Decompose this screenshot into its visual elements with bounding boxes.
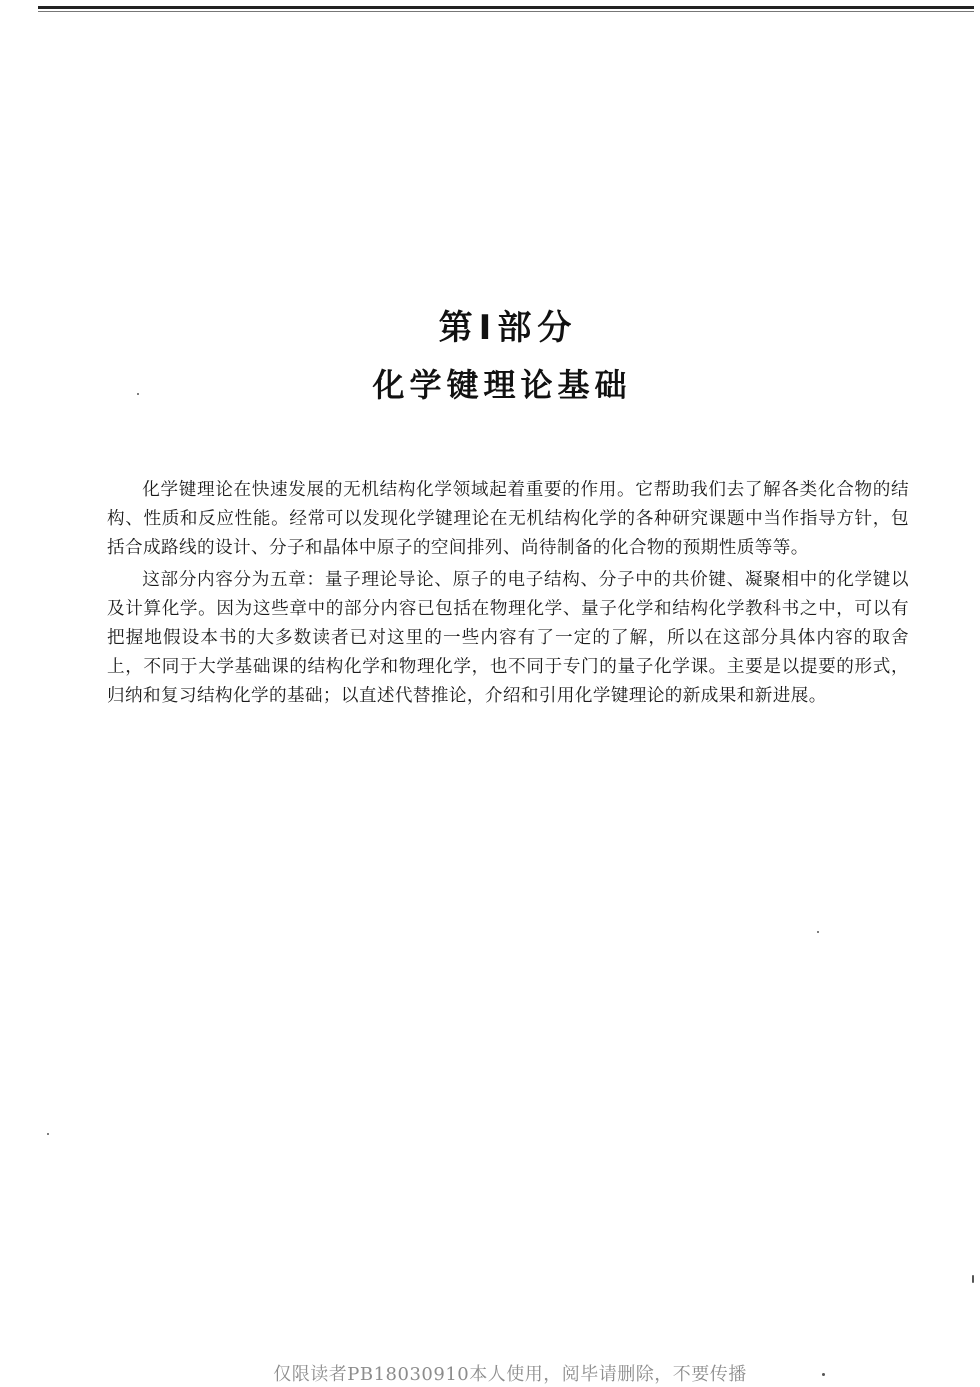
top-border-rule-thin (38, 11, 974, 12)
body-text (107, 476, 909, 714)
part-title: 化学键理论基础 (372, 366, 632, 404)
top-border-rule (38, 6, 974, 9)
part-label: 第Ⅰ部分 (438, 308, 578, 348)
paragraph-2: 这部分内容分为五章：量子理论导论、原子的电子结构、分子中的共价键、凝聚相中的化学键以及计算化学。因为这些章中的部分内容已包括在物理化学、量子化学和结构化学教科书之中，可以有把握地假设本书的大多数读者已对这里的一些内容有了一定的了解，所以在这部分具体内容的取舍上，不同于大学基础课的结构化学和物理化学，也不同于专门的量子化学课。主要是以提要的形式，归纳和复习结构化学的基础；以直述代替推论，介绍和引用化学键理论的新成果和新进展。 (107, 570, 909, 706)
scan-speck (972, 1275, 974, 1283)
paragraph-1: 化学键理论在快速发展的无机结构化学领域起着重要的作用。它帮助我们去了解各类化合物的结构、性质和反应性能。经常可以发现化学键理论在无机结构化学的各种研究课题中当作指导方针，包括合成路线的设计、分子和晶体中原子的空间排列、尚待制备的化合物的预期性质等等。 (107, 480, 909, 558)
scan-speck (47, 1133, 49, 1135)
footer-watermark: 仅限读者PB18030910本人使用，阅毕请删除，不要传播 (273, 1364, 747, 1385)
scan-speck (822, 1373, 825, 1376)
scan-speck (137, 393, 139, 395)
scan-speck (817, 931, 819, 933)
